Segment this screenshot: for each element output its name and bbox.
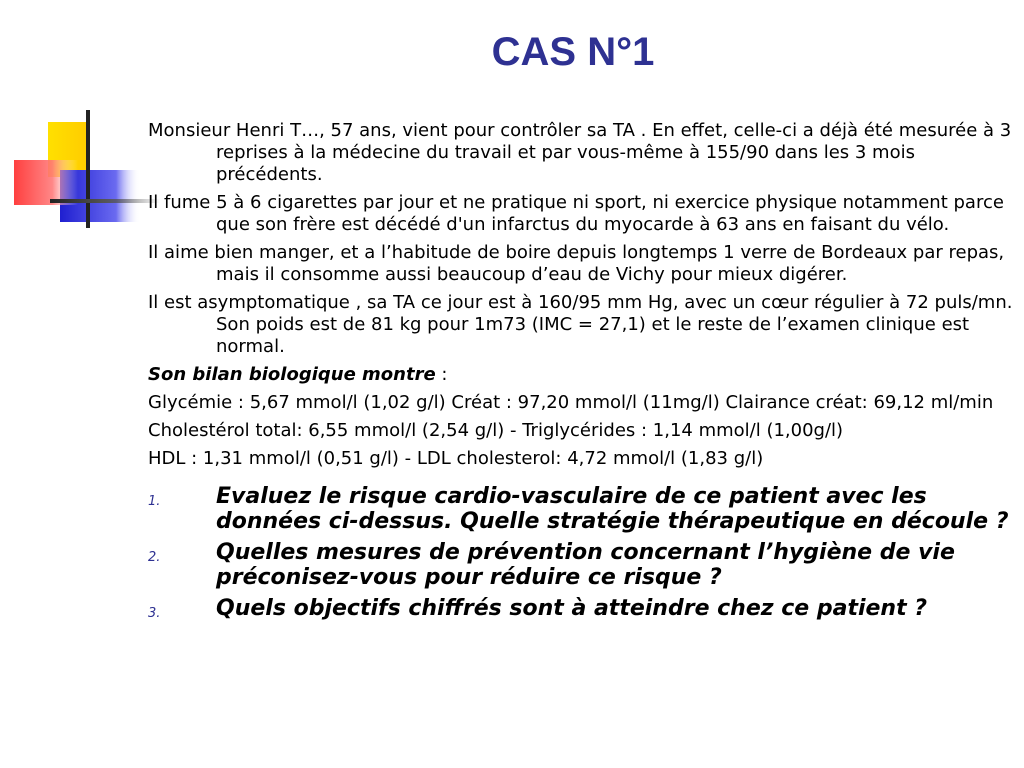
question-list — [148, 484, 1020, 621]
slide-title: CAS N°1 — [491, 30, 655, 74]
case-paragraph: Il est asymptomatique , sa TA ce jour est à 160/95 mm Hg, avec un cœur régulier à 72 puls/mn. Son poids est de 81 kg pour 1m73 (IMC = 27,1) et le reste de l’examen clinique est normal. — [148, 292, 1013, 357]
question-number: 2. — [148, 550, 161, 565]
bilan-heading: Son bilan biologique montre — [148, 364, 436, 385]
lab-result-line: Cholestérol total: 6,55 mmol/l (2,54 g/l) - Triglycérides : 1,14 mmol/l (1,00g/l) — [148, 420, 844, 441]
lab-result-line: Glycémie : 5,67 mmol/l (1,02 g/l) Créat : 97,20 mmol/l (11mg/l) Clairance créat: 69,12 ml/min — [148, 392, 994, 413]
question-number: 3. — [148, 606, 161, 621]
question-text: Quels objectifs chiffrés sont à atteindre chez ce patient ? — [216, 596, 928, 621]
bilan-colon: : — [435, 364, 448, 385]
case-paragraph: Monsieur Henri T…, 57 ans, vient pour contrôler sa TA . En effet, celle-ci a déjà été mesurée à 3 reprises à la médecine du travail et par vous-même à 155/90 dans les 3 mois précédents. — [148, 120, 1012, 185]
decorative-squares-graphic — [0, 100, 160, 240]
lab-result-line: HDL : 1,31 mmol/l (0,51 g/l) - LDL cholesterol: 4,72 mmol/l (1,83 g/l) — [148, 448, 764, 469]
question-item — [148, 484, 1020, 534]
question-number: 1. — [148, 494, 161, 509]
question-text: Evaluez le risque cardio-vasculaire de ce patient avec les données ci-dessus. Quelle stratégie thérapeutique en découle ? — [216, 484, 1009, 534]
case-paragraph: Il aime bien manger, et a l’habitude de boire depuis longtemps 1 verre de Bordeaux par repas, mais il consomme aussi beaucoup d’eau de Vichy pour mieux digérer. — [148, 242, 1005, 285]
question-text: Quelles mesures de prévention concernant l’hygiène de vie préconisez-vous pour réduire ce risque ? — [216, 540, 955, 590]
question-item — [148, 540, 1020, 590]
question-item — [148, 596, 1020, 621]
bilan-heading-line — [148, 364, 1020, 386]
case-content — [148, 120, 1020, 627]
case-paragraph: Il fume 5 à 6 cigarettes par jour et ne pratique ni sport, ni exercice physique notamment parce que son frère est décédé d'un infarctus du myocarde à 63 ans en faisant du vélo. — [148, 192, 1004, 235]
